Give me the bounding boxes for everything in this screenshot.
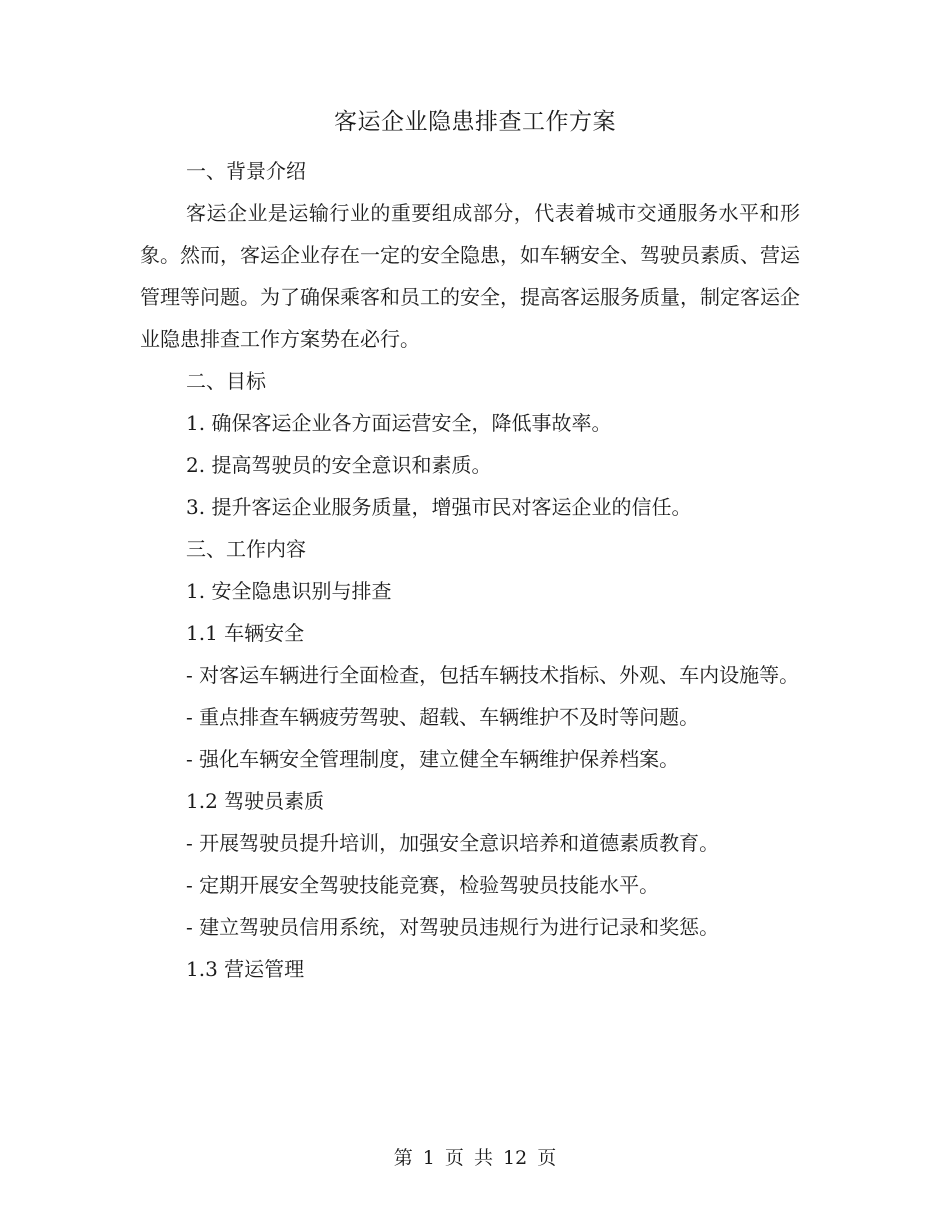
background-paragraph: 客运企业是运输行业的重要组成部分，代表着城市交通服务水平和形象。然而，客运企业存在一定的安全隐患，如车辆安全、驾驶员素质、营运管理等问题。为了确保乘客和员工的安全，提高客运服务质量，制定客运企业隐患排查工作方案势在必行。: [140, 201, 800, 351]
page-footer: 第 1 页 共 12 页: [393, 1147, 557, 1169]
subheading-vehicle-safety: 1.1 车辆安全: [186, 621, 305, 645]
driver-quality-item-2: - 定期开展安全驾驶技能竞赛，检验驾驶员技能水平。: [186, 873, 660, 897]
vehicle-safety-item-1: - 对客运车辆进行全面检查，包括车辆技术指标、外观、车内设施等。: [186, 663, 800, 687]
vehicle-safety-item-2: - 重点排查车辆疲劳驾驶、超载、车辆维护不及时等问题。: [186, 705, 700, 729]
subheading-driver-quality: 1.2 驾驶员素质: [186, 789, 325, 813]
vehicle-safety-item-3: - 强化车辆安全管理制度，建立健全车辆维护保养档案。: [186, 747, 680, 771]
subheading-operation-management: 1.3 营运管理: [186, 957, 305, 981]
driver-quality-item-1: - 开展驾驶员提升培训，加强安全意识培养和道德素质教育。: [186, 831, 720, 855]
driver-quality-item-3: - 建立驾驶员信用系统，对驾驶员违规行为进行记录和奖惩。: [186, 915, 720, 939]
section-heading-goals: 二、目标: [186, 369, 266, 393]
section-heading-work-content: 三、工作内容: [186, 537, 306, 561]
goal-item-3: 3. 提升客运企业服务质量，增强市民对客运企业的信任。: [186, 495, 692, 519]
document-body: [140, 150, 800, 990]
goal-item-2: 2. 提高驾驶员的安全意识和素质。: [186, 453, 492, 477]
subheading-hazard-identification: 1. 安全隐患识别与排查: [186, 579, 392, 603]
goal-item-1: 1. 确保客运企业各方面运营安全，降低事故率。: [186, 411, 612, 435]
document-title: 客运企业隐患排查工作方案: [334, 109, 616, 135]
section-heading-background: 一、背景介绍: [186, 159, 306, 183]
